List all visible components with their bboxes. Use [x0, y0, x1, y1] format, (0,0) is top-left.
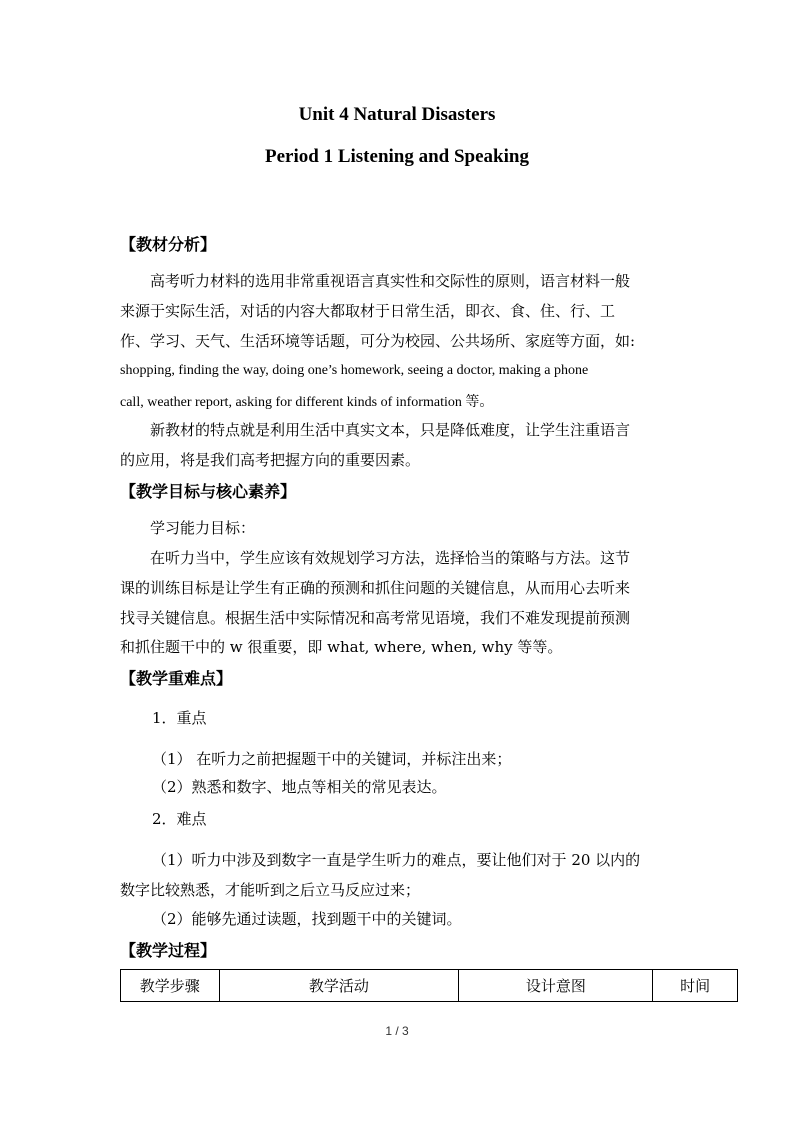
table-header-row	[121, 970, 738, 1002]
table-header-cell: 时间	[653, 970, 738, 1002]
table-header-cell: 教学步骤	[121, 970, 220, 1002]
list-item: （2）能够先通过读题，找到题干中的关键词。	[152, 910, 462, 928]
paragraph-line: 来源于实际生活，对话的内容大都取材于日常生活，即衣、食、住、行、工	[120, 302, 616, 320]
paragraph-line: 课的训练目标是让学生有正确的预测和抓住问题的关键信息，从而用心去听来	[120, 579, 631, 597]
page-number: 1 / 3	[385, 1024, 409, 1038]
document-title: Unit 4 Natural Disasters	[298, 104, 496, 125]
paragraph-line: 高考听力材料的选用非常重视语言真实性和交际性的原则，语言材料一般	[150, 272, 631, 290]
section-heading-objectives: 【教学目标与核心素养】	[120, 482, 297, 501]
list-item: （2）熟悉和数字、地点等相关的常见表达。	[152, 778, 447, 796]
table-header-cell: 教学活动	[219, 970, 459, 1002]
paragraph-line: shopping, finding the way, doing one’s homework, seeing a doctor, making a phone	[120, 363, 589, 378]
table-header-cell: 设计意图	[459, 970, 653, 1002]
paragraph-line: 在听力当中，学生应该有效规划学习方法，选择恰当的策略与方法。这节	[150, 549, 631, 567]
list-item: （1）听力中涉及到数字一直是学生听力的难点，要让他们对于 20 以内的	[152, 851, 641, 869]
section-heading-key-difficult-points: 【教学重难点】	[120, 669, 233, 688]
section-heading-teaching-process: 【教学过程】	[120, 941, 217, 960]
paragraph-line: 的应用，将是我们高考把握方向的重要因素。	[120, 451, 421, 469]
paragraph-line: 新教材的特点就是利用生活中真实文本，只是降低难度，让学生注重语言	[150, 421, 631, 439]
teaching-process-table	[120, 969, 738, 1002]
document-subtitle: Period 1 Listening and Speaking	[265, 146, 529, 167]
list-item: （1） 在听力之前把握题干中的关键词，并标注出来；	[152, 750, 512, 768]
list-item-label: 2．难点	[152, 810, 207, 828]
list-item: 数字比较熟悉，才能听到之后立马反应过来；	[120, 881, 421, 899]
objectives-label: 学习能力目标：	[150, 519, 256, 537]
section-heading-textbook-analysis: 【教材分析】	[120, 235, 217, 254]
paragraph-line: 和抓住题干中的 w 很重要，即 what, where, when, why 等等。	[120, 638, 563, 656]
paragraph-line: call, weather report, asking for different kinds of information 等。	[120, 395, 494, 410]
paragraph-line: 找寻关键信息。根据生活中实际情况和高考常见语境，我们不难发现提前预测	[120, 609, 631, 627]
list-item-label: 1．重点	[152, 709, 207, 727]
paragraph-line: 作、学习、天气、生活环境等话题，可分为校园、公共场所、家庭等方面，如:	[120, 332, 636, 350]
